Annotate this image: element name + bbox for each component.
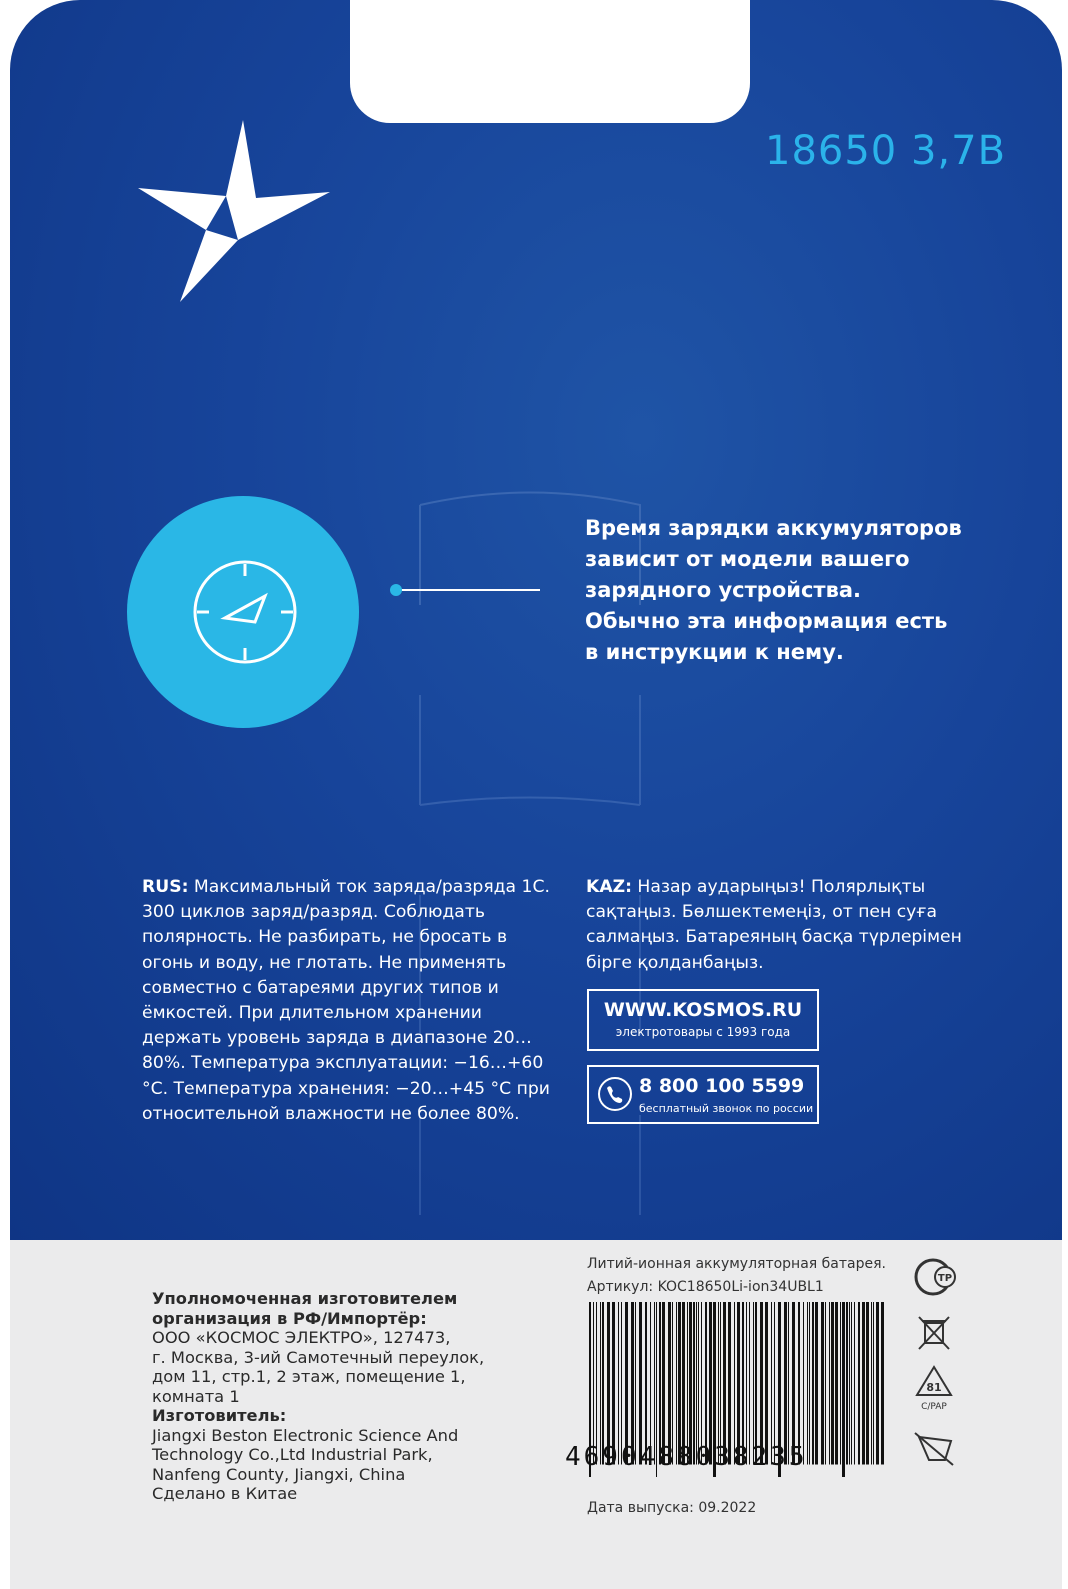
model-voltage: 18650 3,7В xyxy=(765,128,1007,174)
barcode-bar xyxy=(854,1302,855,1465)
barcode-bar xyxy=(600,1302,601,1465)
barcode-bar xyxy=(602,1302,604,1465)
barcode-bar xyxy=(807,1302,808,1465)
barcode-bar xyxy=(621,1302,622,1465)
barcode-bar xyxy=(798,1302,800,1465)
battery-package-back xyxy=(10,0,1062,1589)
barcode-bar xyxy=(821,1302,824,1465)
product-name: Литий-ионная аккумуляторная батарея. xyxy=(587,1256,886,1272)
barcode-bar xyxy=(718,1302,719,1465)
barcode-bar xyxy=(672,1302,673,1465)
importer-info: Уполномоченная изготовителем организация в РФ/Импортёр: ООО «КОСМОС ЭЛЕКТРО», 127473, г. Москва, 3-ий Самотечный переулок, дом 11, стр.1, 2 этаж, помещение 1, комната 1 Изготовитель: Jiangxi Beston Electronic Science And Technology Co.,Ltd Industrial Park, Nanfeng County, Jiangxi, China Сделано в Китае xyxy=(152,1289,485,1503)
barcode-bar xyxy=(728,1302,731,1465)
barcode-bar xyxy=(842,1302,845,1477)
kaz-label: KAZ: xyxy=(586,877,632,897)
star-logo-icon xyxy=(138,120,338,310)
barcode-bar xyxy=(858,1302,860,1465)
barcode-number: 4690488038235 xyxy=(565,1442,808,1472)
website-url: WWW.KOSMOS.RU xyxy=(603,999,803,1021)
barcode-bar xyxy=(612,1302,615,1465)
barcode-bar xyxy=(709,1302,712,1465)
release-date: Дата выпуска: 09.2022 xyxy=(587,1500,757,1516)
barcode-bar xyxy=(803,1302,804,1465)
barcode-bar xyxy=(650,1302,651,1465)
barcode-bar xyxy=(760,1302,763,1465)
barcode-bar xyxy=(774,1302,775,1465)
barcode-bar xyxy=(871,1302,872,1465)
barcode-bar xyxy=(765,1302,768,1465)
callout-line xyxy=(400,589,540,591)
clock-icon xyxy=(185,552,305,672)
barcode-bar xyxy=(737,1302,740,1465)
website-box xyxy=(587,989,819,1051)
barcode-bar xyxy=(693,1302,695,1465)
phone-icon xyxy=(597,1076,633,1112)
phone-note: бесплатный звонок по россии xyxy=(639,1102,814,1115)
crossed-bin-icon xyxy=(919,1317,949,1349)
barcode-bar xyxy=(705,1302,707,1465)
barcode-bar xyxy=(631,1302,634,1465)
barcode-bar xyxy=(701,1302,702,1465)
rus-label: RUS: xyxy=(142,877,189,897)
barcode-bar xyxy=(876,1302,879,1465)
barcode-bar xyxy=(625,1302,628,1465)
barcode-bar xyxy=(749,1302,750,1465)
barcode-bar xyxy=(607,1302,610,1465)
barcode-bar xyxy=(862,1302,865,1465)
barcode-bar xyxy=(639,1302,642,1465)
recycle-code: 81 xyxy=(926,1381,942,1394)
barcode-bar xyxy=(846,1302,848,1465)
barcode-bar xyxy=(654,1302,655,1465)
barcode-bar xyxy=(618,1302,619,1465)
barcode-bar xyxy=(596,1302,597,1465)
website-tagline: электротовары с 1993 года xyxy=(615,1025,791,1039)
barcode-bar xyxy=(676,1302,677,1465)
barcode-bar xyxy=(723,1302,726,1465)
barcode-bar xyxy=(784,1302,787,1465)
barcode-bar xyxy=(815,1302,818,1465)
barcode-bar xyxy=(689,1302,692,1465)
barcode-bar xyxy=(687,1302,688,1465)
barcode-bar xyxy=(698,1302,699,1465)
hanger-cutout xyxy=(350,0,750,123)
barcode-bar xyxy=(809,1302,810,1465)
barcode-bar xyxy=(682,1302,685,1465)
certification-icons xyxy=(905,1255,965,1485)
kaz-text: Назар аударыңыз! Полярлықты сақтаңыз. Бөлшектемеңіз, от пен суға салмаңыз. Батареяның басқа түрлерімен бірге қолданбаңыз. xyxy=(586,877,962,973)
barcode-bar xyxy=(840,1302,841,1465)
phone-box xyxy=(587,1065,819,1124)
barcode-bar xyxy=(812,1302,814,1465)
barcode-bar xyxy=(835,1302,838,1465)
not-food-icon xyxy=(915,1433,953,1465)
phone-number: 8 800 100 5599 xyxy=(639,1075,805,1097)
barcode-bar xyxy=(831,1302,834,1465)
barcode-bar xyxy=(788,1302,789,1465)
rus-instructions xyxy=(142,875,562,1127)
barcode-bar xyxy=(755,1302,757,1465)
rus-text: Максимальный ток заряда/разряда 1С. 300 циклов заряд/разряд. Соблюдать полярность. Не разбирать, не бросать в огонь и воду, не глотать. Не применять совместно с батареями других типов и ёмкостей. При длительном хранении держать уровень заряда в диапазоне 20…80%. Температура эксплуатации: −16…+60 °C. Температура хранения: −20…+45 °C при относительной влажности не более 80%. xyxy=(142,877,550,1124)
barcode-bar xyxy=(593,1302,594,1465)
barcode-bar xyxy=(662,1302,665,1465)
charge-time-text: Время зарядки аккумуляторов зависит от модели вашего зарядного устройства. Обычно эта информация есть в инструкции к нему. xyxy=(585,516,962,664)
barcode-bar xyxy=(668,1302,671,1465)
article-number: Артикул: KOC18650Li-ion34UBL1 xyxy=(587,1279,824,1295)
cert-mark: ТР xyxy=(937,1273,953,1284)
barcode-bar xyxy=(825,1302,826,1465)
barcode-bar xyxy=(849,1302,850,1465)
barcode-bar xyxy=(742,1302,744,1465)
barcode-bar xyxy=(645,1302,647,1465)
recycle-sub: C/PAP xyxy=(921,1402,947,1412)
barcode-bar xyxy=(873,1302,874,1465)
barcode-bar xyxy=(771,1302,772,1465)
barcode-bar xyxy=(881,1302,884,1465)
barcode-bar xyxy=(746,1302,747,1465)
barcode-bar xyxy=(635,1302,636,1465)
barcode-bar xyxy=(829,1302,830,1465)
barcode-bar xyxy=(696,1302,697,1465)
barcode-bar xyxy=(851,1302,852,1465)
barcode-bar xyxy=(792,1302,795,1465)
barcode-bar xyxy=(720,1302,721,1465)
barcode-bar xyxy=(753,1302,754,1465)
barcode-bar xyxy=(678,1302,681,1465)
kaz-instructions xyxy=(586,875,996,976)
callout-dot xyxy=(390,584,402,596)
barcode-bar xyxy=(734,1302,735,1465)
barcode-bar xyxy=(659,1302,661,1465)
barcode-bar xyxy=(866,1302,869,1465)
